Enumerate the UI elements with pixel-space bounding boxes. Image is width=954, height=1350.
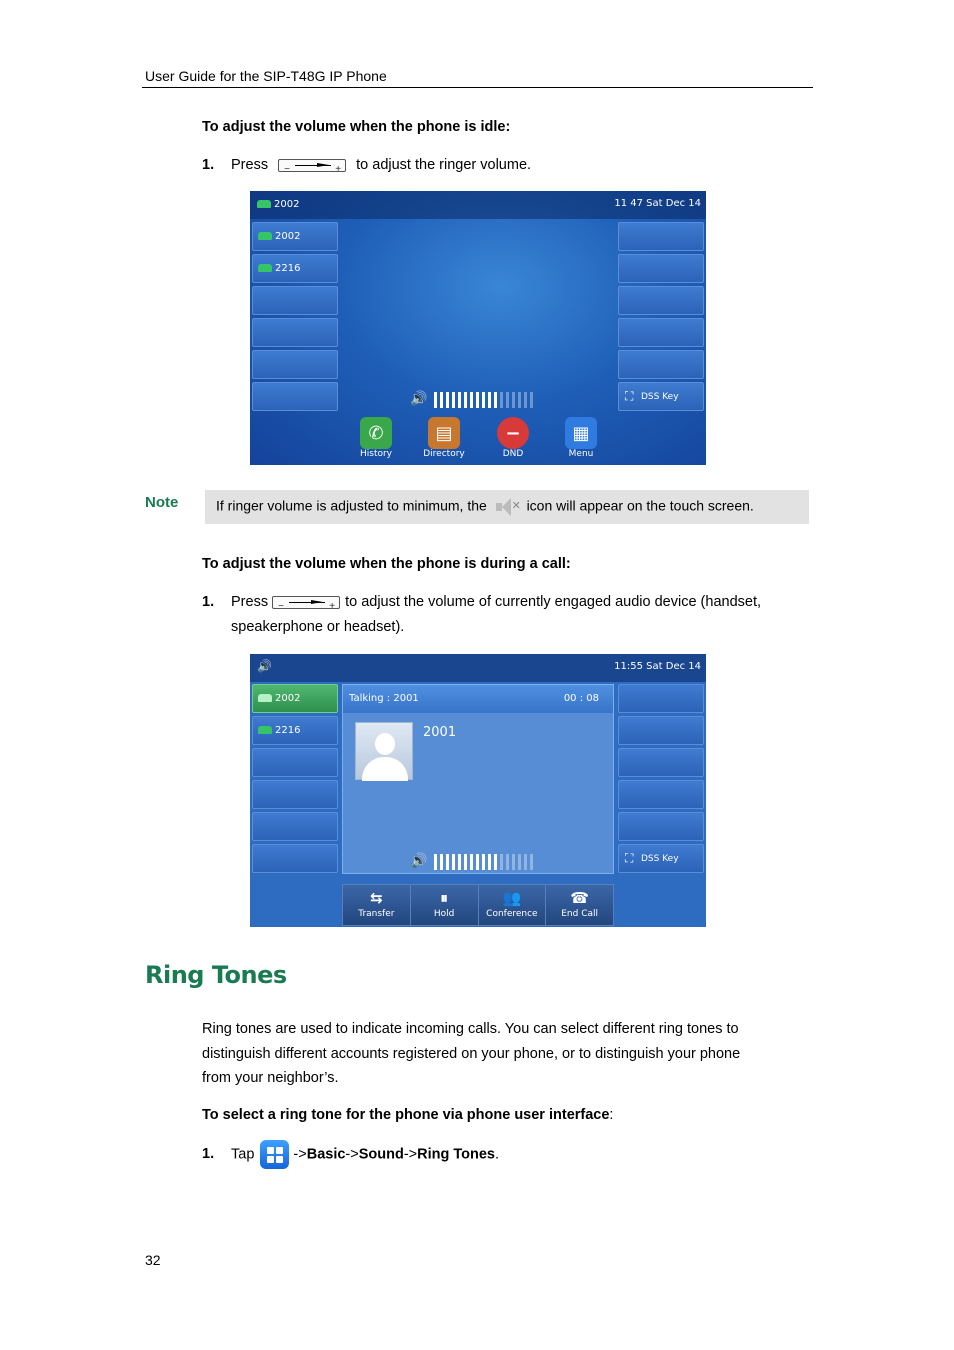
dss-key-4 — [618, 780, 704, 809]
line-key-1-active: 2002 — [252, 684, 338, 713]
dss-key-expand: ⛶ DSS Key — [618, 382, 704, 411]
line-key-2: 2002 — [252, 222, 338, 251]
caller-avatar — [355, 722, 413, 780]
phone-icon — [257, 200, 271, 208]
history-softkey: ✆ History — [358, 417, 394, 459]
phone-icon — [258, 726, 272, 734]
path-ring-tones: Ring Tones — [417, 1146, 495, 1163]
note-box — [205, 490, 809, 524]
step-number: 1. — [202, 594, 215, 610]
ring-tones-heading: Ring Tones — [145, 961, 287, 989]
end-call-icon: ☎ — [570, 889, 589, 907]
speaker-icon: 🔊 — [410, 391, 428, 407]
line-key-7 — [252, 382, 338, 411]
volume-key-icon: − + — [272, 596, 340, 609]
call-header — [343, 685, 613, 713]
mute-speaker-icon: ✕ — [493, 497, 521, 517]
dss-key-4 — [618, 318, 704, 347]
hold-icon: ⏸ — [440, 889, 448, 907]
step-press: Press — [231, 594, 269, 610]
note-label: Note — [145, 494, 179, 511]
speaker-icon: 🔊 — [410, 853, 428, 869]
step-rest-line1: to adjust the volume of currently engaged audio device (handset, — [345, 594, 762, 610]
directory-icon: ▤ — [428, 417, 460, 449]
call-panel — [342, 684, 614, 874]
dss-key-2 — [618, 716, 704, 745]
line-key-6 — [252, 350, 338, 379]
menu-icon — [260, 1140, 289, 1169]
running-header: User Guide for the SIP-T48G IP Phone — [145, 68, 387, 84]
header-rule — [142, 87, 813, 88]
dss-key-expand: ⛶ DSS Key — [618, 844, 704, 873]
idle-volume-procedure-title: To adjust the volume when the phone is idle: — [202, 119, 511, 135]
caller-name: 2001 — [423, 725, 457, 740]
status-time: 11:55 Sat Dec 14 — [614, 661, 701, 672]
ring-tone-step: 1. Tap ->Basic->Sound->Ring Tones. — [202, 1140, 499, 1169]
path-basic: Basic — [306, 1146, 346, 1163]
volume-bar — [410, 391, 550, 409]
line-key-3: 2216 — [252, 254, 338, 283]
hold-softkey: ⏸ Hold — [411, 885, 479, 925]
dss-key-2 — [618, 254, 704, 283]
end-call-softkey: ☎ End Call — [546, 885, 613, 925]
step-rest: to adjust the ringer volume. — [356, 157, 532, 173]
step-tap: Tap — [231, 1146, 255, 1163]
dss-key-3 — [618, 286, 704, 315]
menu-icon: ▦ — [565, 417, 597, 449]
path-sound: Sound — [358, 1146, 404, 1163]
line-key-3 — [252, 748, 338, 777]
ring-tone-procedure-title: To select a ring tone for the phone via phone user interface: — [202, 1107, 614, 1123]
conference-softkey: 👥 Conference — [479, 885, 547, 925]
dss-key-1 — [618, 222, 704, 251]
phone-icon — [258, 264, 272, 272]
idle-volume-step — [202, 153, 531, 178]
step-rest-line2: speakerphone or headset). — [231, 619, 405, 635]
phone-icon — [258, 232, 272, 240]
call-softkey-bar — [342, 884, 614, 926]
call-duration: 00 : 08 — [563, 693, 599, 704]
line-key-6 — [252, 844, 338, 873]
call-volume-procedure-title: To adjust the volume when the phone is during a call: — [202, 556, 571, 572]
line-key-5 — [252, 318, 338, 347]
conference-icon: 👥 — [502, 889, 522, 907]
line-key-4 — [252, 780, 338, 809]
note-text-after: icon will appear on the touch screen. — [526, 497, 754, 514]
transfer-softkey: ⇆ Transfer — [343, 885, 411, 925]
dnd-softkey: − DND — [495, 417, 531, 459]
step-number: 1. — [202, 157, 215, 173]
dnd-icon: − — [497, 417, 529, 449]
expand-icon: ⛶ — [625, 851, 634, 865]
menu-softkey: ▦ Menu — [563, 417, 599, 459]
status-time: 11 47 Sat Dec 14 — [614, 198, 701, 209]
speaker-status-icon: 🔊 — [257, 659, 272, 673]
call-volume-step — [202, 590, 812, 640]
volume-bar — [410, 853, 550, 871]
idle-phone-screen — [250, 191, 706, 465]
call-phone-screen — [250, 654, 706, 927]
ring-tones-paragraph: Ring tones are used to indicate incoming calls. You can select different ring tones to distinguish different accounts registered on your phone, or to distinguish your phone from your neighbor’s. — [202, 1021, 741, 1086]
page-number: 32 — [145, 1252, 161, 1268]
dss-key-3 — [618, 748, 704, 777]
volume-key-icon: − + — [278, 159, 346, 172]
directory-softkey: ▤ Directory — [420, 417, 468, 459]
line-key-1: 2002 — [252, 191, 338, 220]
talking-label: Talking : 2001 — [349, 693, 419, 704]
phone-icon — [258, 694, 272, 702]
note-text-before: If ringer volume is adjusted to minimum, the — [216, 497, 487, 514]
line-key-5 — [252, 812, 338, 841]
step-number: 1. — [202, 1146, 215, 1163]
expand-icon: ⛶ — [625, 389, 634, 403]
dss-key-1 — [618, 684, 704, 713]
line-key-4 — [252, 286, 338, 315]
status-bar — [250, 654, 706, 682]
history-icon: ✆ — [360, 417, 392, 449]
step-press: Press — [231, 157, 269, 173]
dss-key-5 — [618, 812, 704, 841]
transfer-icon: ⇆ — [370, 889, 383, 907]
dss-key-5 — [618, 350, 704, 379]
line-key-2: 2216 — [252, 716, 338, 745]
